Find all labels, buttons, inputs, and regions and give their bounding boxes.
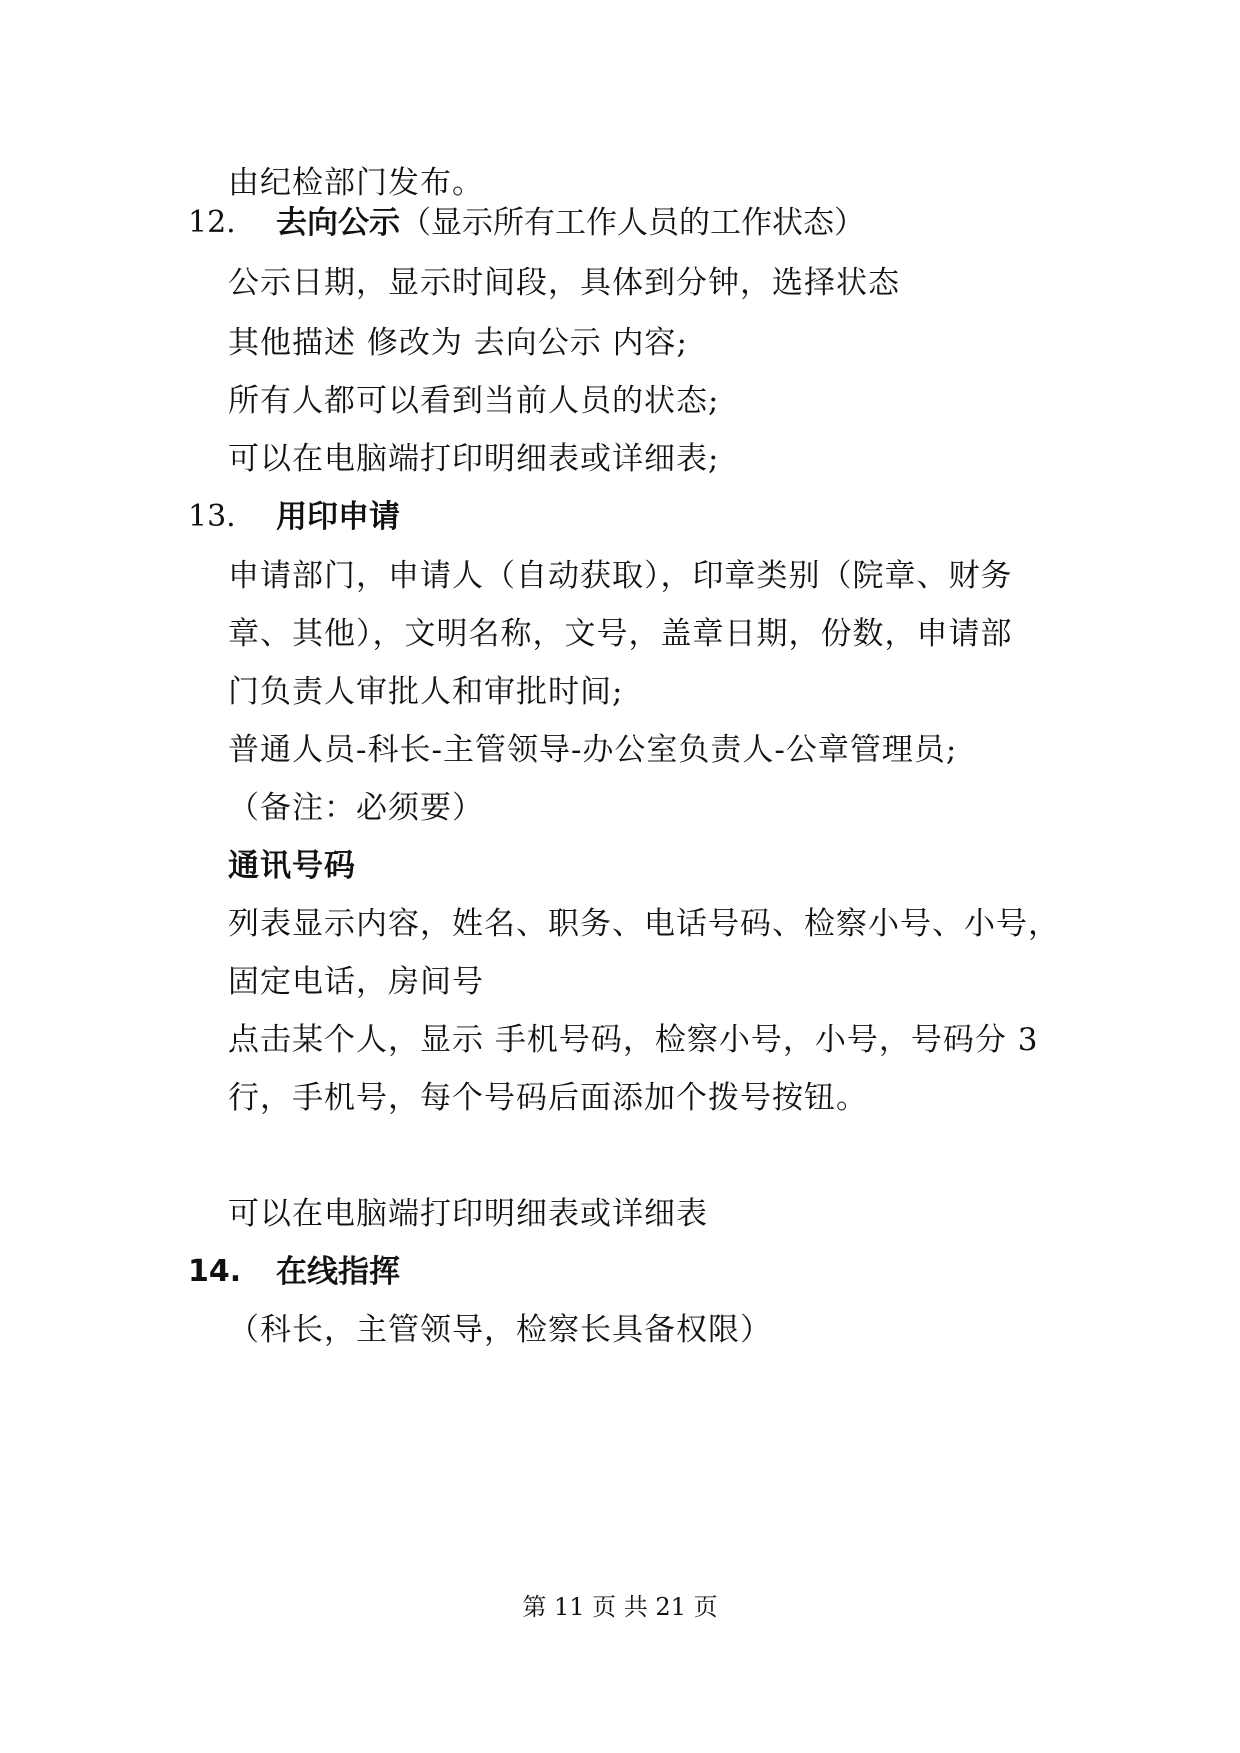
subheading: 通讯号码	[228, 848, 356, 884]
text-line: 固定电话，房间号	[228, 964, 484, 1000]
text-line: （备注：必须要）	[228, 790, 484, 826]
text-line: 门负责人审批人和审批时间;	[228, 674, 624, 710]
text-line: 普通人员-科长-主管领导-办公室负责人-公章管理员;	[228, 732, 958, 768]
text-line: 可以在电脑端打印明细表或详细表	[228, 1196, 708, 1232]
section-number: 13.	[188, 499, 236, 534]
text-line: 所有人都可以看到当前人员的状态;	[228, 383, 720, 419]
section-title: 去向公示	[276, 205, 400, 241]
text-line: 行，手机号，每个号码后面添加个拨号按钮。	[228, 1080, 868, 1116]
text-line: （科长，主管领导，检察长具备权限）	[228, 1312, 772, 1348]
text-line: 章、其他），文明名称，文号，盖章日期，份数，申请部	[228, 616, 1013, 652]
text-line: 公示日期，显示时间段，具体到分钟，选择状态	[228, 265, 900, 301]
text-line: 由纪检部门发布。	[228, 165, 484, 201]
text-line: 列表显示内容，姓名、职务、电话号码、检察小号、小号，	[228, 906, 1060, 942]
section-note: （显示所有工作人员的工作状态）	[400, 205, 865, 241]
text-line: 其他描述 修改为 去向公示 内容;	[228, 325, 689, 361]
text-line: 可以在电脑端打印明细表或详细表;	[228, 441, 720, 477]
section-title: 用印申请	[276, 499, 400, 535]
text-line: 点击某个人，显示 手机号码，检察小号，小号，号码分 3	[228, 1022, 1039, 1058]
text-line: 申请部门，申请人（自动获取），印章类别（院章、财务	[228, 558, 1013, 594]
section-number: 12.	[188, 205, 236, 240]
page-footer: 第 11 页 共 21 页	[522, 1593, 718, 1621]
section-title: 在线指挥	[276, 1254, 400, 1290]
section-number: 14.	[188, 1254, 242, 1289]
